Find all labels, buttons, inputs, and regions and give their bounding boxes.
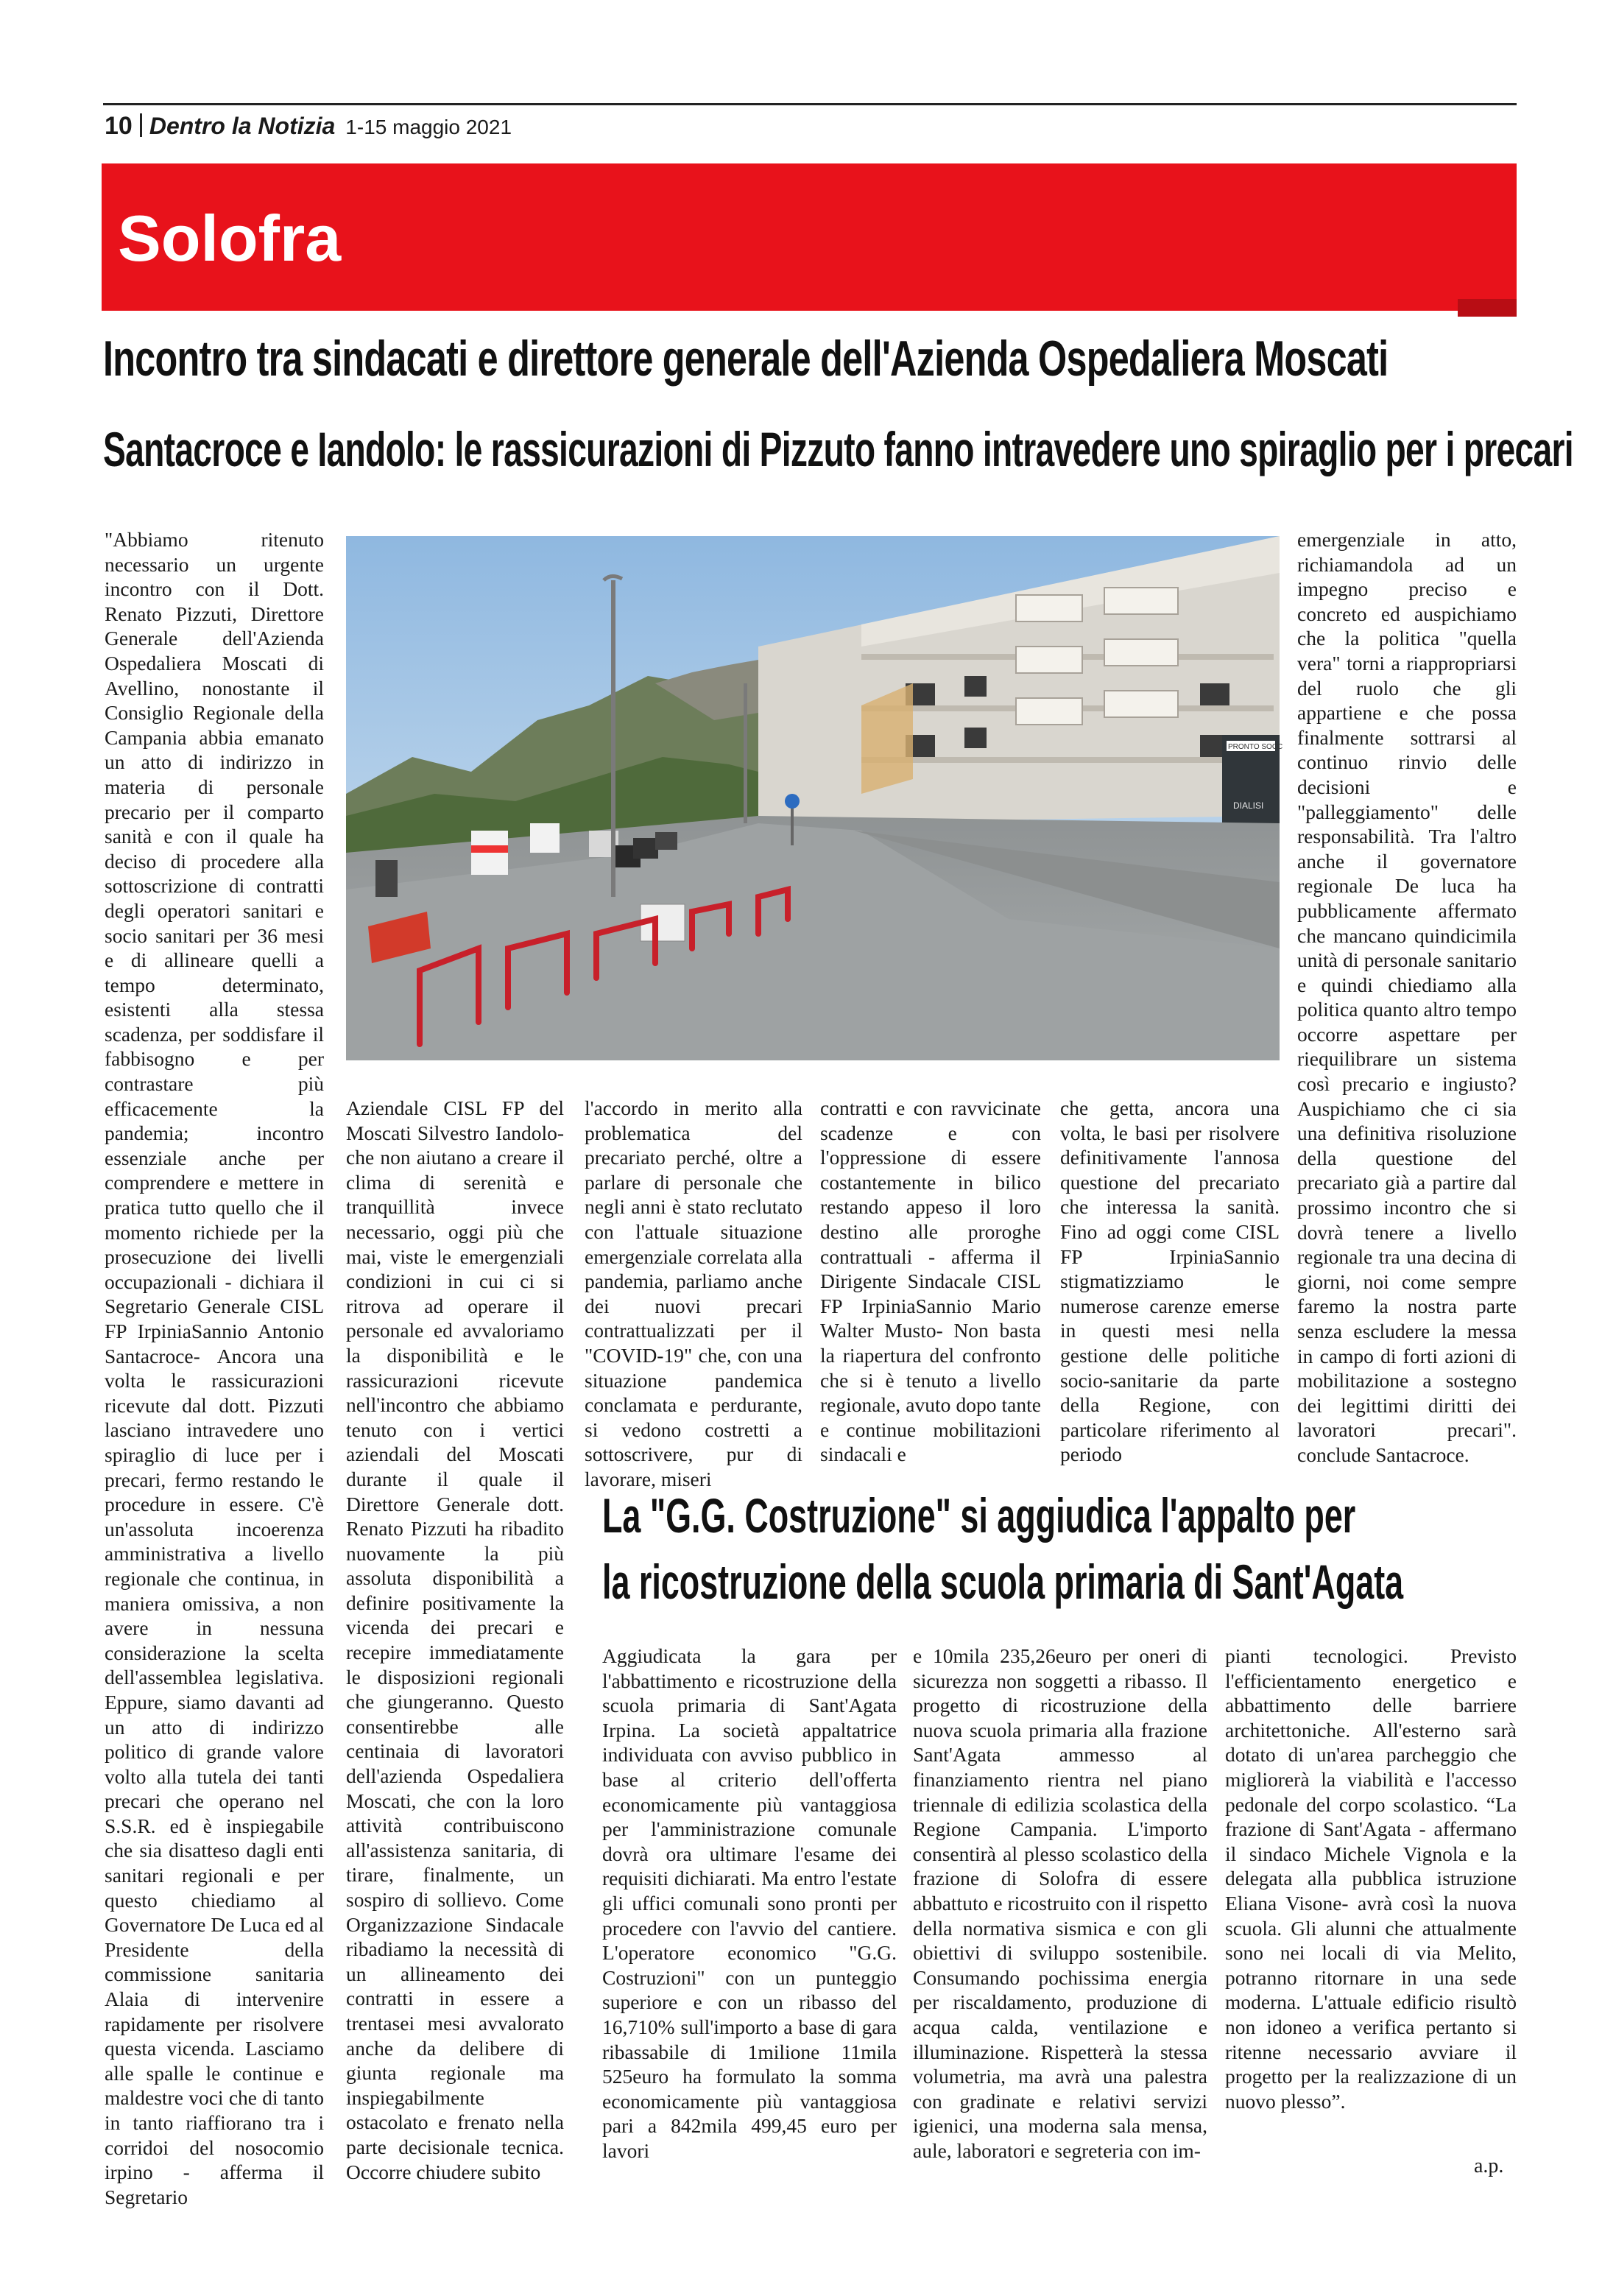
article1-headline: Incontro tra sindacati e direttore generale dell'Azienda Ospedaliera Moscati <box>103 331 1389 387</box>
photo-sign-emergency: PRONTO SOCC <box>1228 743 1283 751</box>
article1-column-2: Aziendale CISL FP del Moscati Silvestro Iandolo- che non aiutano a creare il clima di serenità e tranquillità invece necessario, oggi più che mai, viste le emergenziali condizioni in cui ci si ritrova ad operare il personale ed avvaloriamo la disponibilità e le rassicurazioni ricevute nell'incontro che abbiamo tenuto con i vertici aziendali del Moscati durante il quale il Direttore Generale dott. Renato Pizzuti ha ribadito nuovamente la più assoluta disponibilità a definire positivamente la vicenda dei precari e recepire immediatamente le disposizioni regionali che giungeranno. Questo consentirebbe alle centinaia di lavoratori dell'azienda Ospedaliera Moscati, che con la loro attività contribuiscono all'assistenza sanitaria, di tirare, finalmente, un sospiro di sollievo. Come Organizzazione Sindacale ribadiamo la necessità di un allineamento dei contratti in essere a trentasei mesi avvalorato anche da delibere di giunta regionale ma inspiegabilmente ostacolato e frenato nella parte decisionale tecnica. Occorre chiudere subito <box>346 1096 564 2183</box>
photo-sign-dialysis: DIALISI <box>1233 800 1264 811</box>
article2-headline-line2: la ricostruzione della scuola primaria di Sant'Agata <box>602 1554 1404 1609</box>
article2-column-1: Aggiudicata la gara per l'abbattimento e ricostruzione della scuola primaria di Sant'Agata Irpina. La società appaltatrice individuata con avviso pubblico in base al criterio dell'offerta economicamente più vantaggiosa per l'amministrazione comunale dovrà ora ultimare l'esame dei requisiti dichiarati. Ma entro l'estate gli uffici comunali sono pronti per procedere con l'avvio del cantiere. L'operatore economico "G.G. Costruzioni" con un punteggio superiore e con un ribasso del 16,710% sull'importo a base di gara ribassabile di 1milione 11mila 525euro ha formulato la somma economicamente più vantaggiosa pari a 842mila 499,45 euro per lavori <box>602 1644 897 2162</box>
article2-signature: a.p. <box>1474 2155 1504 2177</box>
section-banner-shadow <box>1458 299 1517 317</box>
article1-column-5: che getta, ancora una volta, le basi per risolvere definitivamente l'annosa questione del precariato che interessa la sanità. Fino ad oggi come CISL FP IrpiniaSannio stigmatizziamo le numerose carenze emerse in questi mesi nella gestione delle politiche socio-sanitarie da parte della Regione, con particolare riferimento al periodo <box>1060 1096 1280 1466</box>
article2-headline-line1: La "G.G. Costruzione" si aggiudica l'appalto per <box>602 1488 1356 1543</box>
hospital-photo <box>346 536 1283 1060</box>
header-rule <box>103 103 1517 105</box>
issue-date: 1-15 maggio 2021 <box>345 116 512 138</box>
header-divider <box>140 113 142 137</box>
article1-column-4: contratti e con ravvicinate scadenze e con l'oppressione di essere costantemente in bilico restando appeso il loro destino alle proroghe contrattuali - afferma il Dirigente Sindacale CISL FP IrpiniaSannio Mario Walter Musto- Non basta la riapertura del confronto che si è tenuto a livello regionale, avuto dopo tante e continue mobilitazioni sindacali e <box>820 1096 1041 1466</box>
article1-column-1: "Abbiamo ritenuto necessario un urgente incontro con il Dott. Renato Pizzuti, Direttore Generale dell'Azienda Ospedaliera Moscati di Avellino, nonostante il Consiglio Regionale della Campania abbia emanato un atto di indirizzo in materia di personale precario per il comparto sanità e con il quale ha deciso di procedere alla sottoscrizione di contratti degli operatori sanitari e socio sanitari per 36 mesi e di allineare quelli a tempo determinato, esistenti alla stessa scadenza, per soddisfare il fabbisogno e per contrastare più efficacemente la pandemia; incontro essenziale anche per comprendere e mettere in pratica tutto quello che il momento richiede per la prosecuzione dei livelli occupazionali - dichiara il Segretario Generale CISL FP IrpiniaSannio Antonio Santacroce- Ancora una volta le rassicurazioni ricevute dal dott. Pizzuti lasciano intravedere uno spiraglio di luce per i precari, fermo restando le procedure in essere. C'è un'assoluta incoerenza amministrativa a livello regionale che continua, in maniera omissiva, a non avere in nessuna considerazione la scelta dell'assemblea legislativa. Eppure, siamo davanti ad un atto di indirizzo politico di grande valore volto alla tutela dei tanti precari che operano nel S.S.R. ed è inspiegabile che sia disatteso dagli enti sanitari regionali e per questo chiediamo al Governatore De Luca ed al Presidente della commissione sanitaria Alaia di intervenire rapidamente per risolvere questa vicenda. Lasciamo alle spalle le continue e maldestre voci che di tanto in tanto riaffiorano tra i corridoi del nosocomio irpino - afferma il Segretario <box>105 528 324 2208</box>
article1-column-6: emergenziale in atto, richiamandola ad un impegno preciso e concreto ed auspichiamo che la politica "quella vera" torni a riappropriarsi del ruolo che gli appartiene e che possa finalmente sottrarsi al continuo rinvio delle decisioni e "palleggiamento" delle responsabilità. Tra l'altro anche il governatore regionale De luca ha pubblicamente affermato che mancano quindicimila unità di personale sanitario e quindi chiediamo alla politica quanto altro tempo occorre aspettare per riequilibrare un sistema così precario e ingiusto? Auspichiamo che ci sia una definitiva risoluzione della questione del precariato già a partire dal prossimo incontro che si dovrà tenere a livello regionale tra una decina di giorni, noi come sempre faremo la nostra parte senza escludere la messa in campo di forti azioni di mobilitazione a sostegno dei legittimi diritti dei lavoratori precari". conclude Santacroce. <box>1297 528 1517 1466</box>
article1-column-3: l'accordo in merito alla problematica del precariato perché, oltre a parlare di personale che negli anni è stato reclutato con l'attuale situazione emergenziale correlata alla pandemia, parliamo anche dei nuovi precari contrattualizzati per il "COVID-19" che, con una situazione pandemica conclamata e perdurante, si vedono costretti a sottoscrivere, pur di lavorare, miseri <box>585 1096 802 1490</box>
article1-subheadline: Santacroce e Iandolo: le rassicurazioni di Pizzuto fanno intravedere uno spiraglio per i precari <box>103 422 1573 476</box>
article2-column-2: e 10mila 235,26euro per oneri di sicurezza non soggetti a ribasso. Il progetto di ricostruzione della nuova scuola primaria alla frazione Sant'Agata ammesso al finanziamento rientra nel piano triennale di edilizia scolastica della Regione Campania. L'importo consentirà al plesso scolastico della frazione di Solofra di essere abbattuto e ricostruito con il rispetto della normativa sismica e con gli obiettivi di sviluppo sostenibile. Consumando pochissima energia per riscaldamento, produzione di acqua calda, ventilazione e illuminazione. Rispetterà la stessa volumetria, ma avrà una palestra con gradinate e relativi servizi igienici, una moderna sala mensa, aule, laboratori e segreteria con im- <box>913 1644 1207 2162</box>
page-number: 10 <box>105 112 133 140</box>
section-label: Solofra <box>118 202 342 275</box>
article2-column-3: pianti tecnologici. Previsto l'efficientamento energetico e abbattimento delle barriere architettoniche. All'esterno sarà dotato di un'area parcheggio che migliorerà la viabilità e l'accesso pedonale del corpo scolastico. “La frazione di Sant'Agata - affermano il sindaco Michele Vignola e la delegata alla pubblica istruzione Eliana Visone- avrà così la nuova scuola. Gli alunni che attualmente sono nei locali di via Melito, potranno ritornare in una sede moderna. L'attuale edificio risultò non idoneo a verifica pertanto si ritenne necessario avviare il progetto per la realizzazione di un nuovo plesso”. <box>1225 1644 1517 2113</box>
publication-name: Dentro la Notizia <box>149 113 336 139</box>
page-header <box>105 112 512 141</box>
